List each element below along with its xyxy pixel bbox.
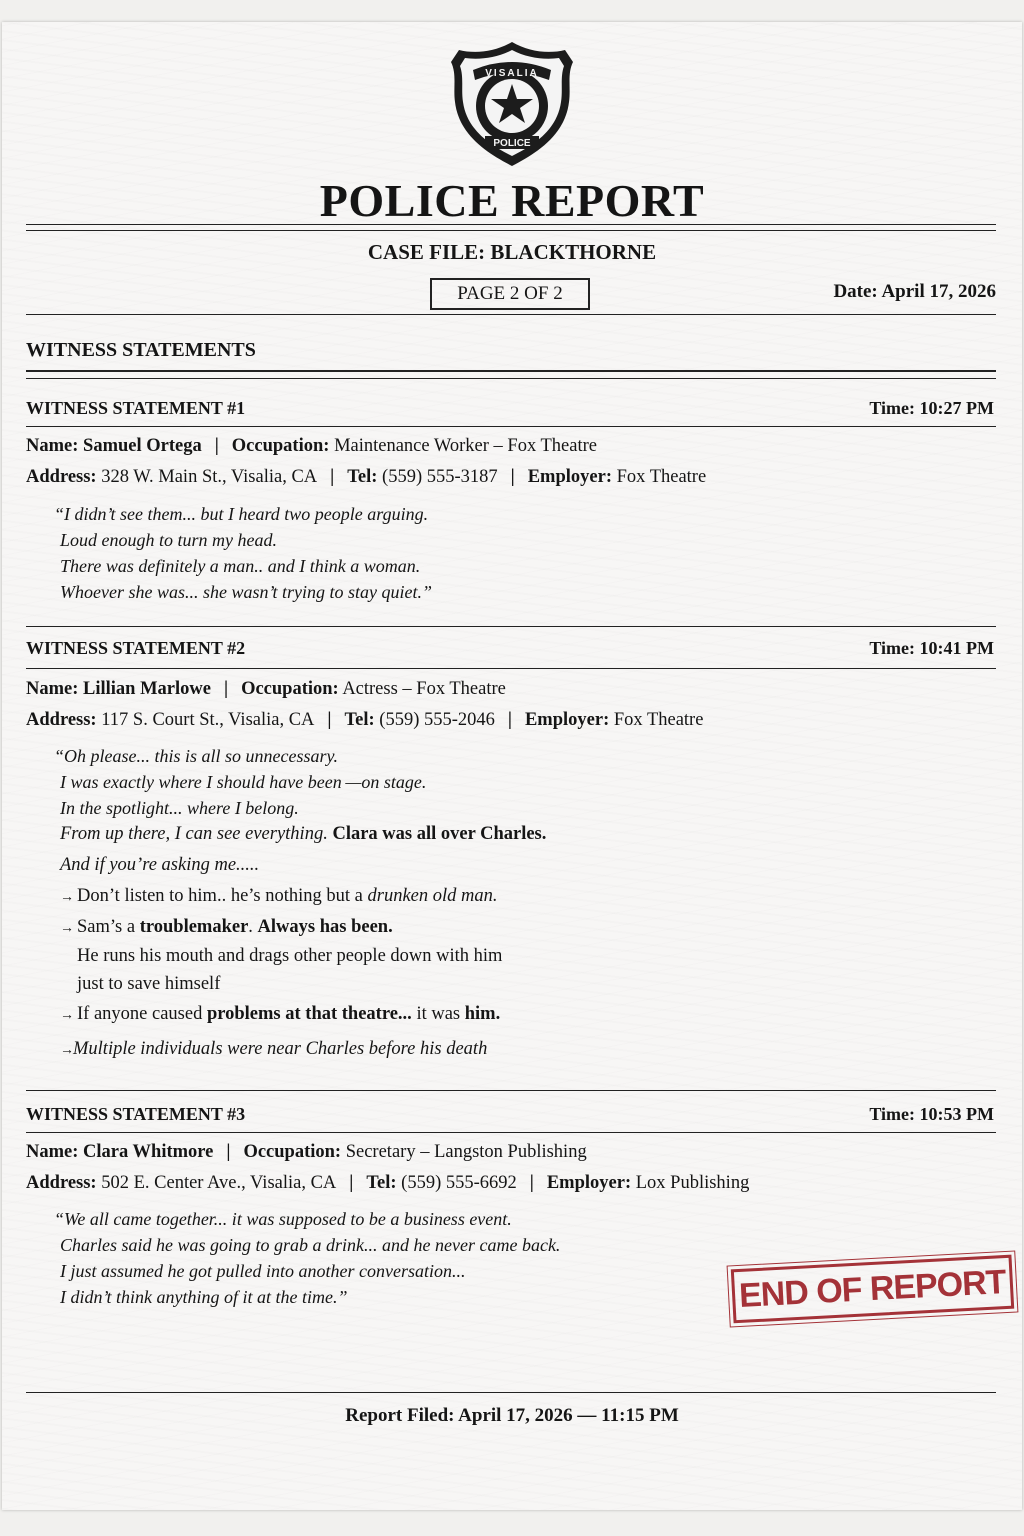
witness-2-name-row: Name: Lillian Marlowe | Occupation: Actress – Fox Theatre (26, 679, 506, 699)
witness-1-occupation: Maintenance Worker – Fox Theatre (334, 436, 597, 456)
witness-3-name: Clara Whitmore (83, 1142, 214, 1162)
footer-rule (26, 1392, 996, 1393)
witness-3-name-row: Name: Clara Whitmore | Occupation: Secretary – Langston Publishing (26, 1142, 587, 1162)
witness-1-address: 328 W. Main St., Visalia, CA (101, 467, 318, 487)
arrow-icon: → (60, 1043, 74, 1058)
witness-2-address: 117 S. Court St., Visalia, CA (101, 710, 315, 730)
section-title: WITNESS STATEMENTS (26, 339, 256, 361)
witness-1-time: Time: 10:27 PM (869, 398, 994, 418)
witness-3-quote: “We all came together... it was supposed to be a business event. Charles said he was going to grab a drink... and he never came back. I just assumed he got pulled into another conversation... I didn’t think anything of it at the time.” (54, 1209, 561, 1307)
witness-1-rule (26, 426, 996, 427)
witness-1-name-row: Name: Samuel Ortega | Occupation: Maintenance Worker – Fox Theatre (26, 436, 597, 456)
end-of-report-stamp: END OF REPORT (731, 1255, 1014, 1324)
witness-2-title: WITNESS STATEMENT #2 (26, 638, 246, 658)
witness-2-address-row: Address: 117 S. Court St., Visalia, CA | Tel: (559) 555-2046 | Employer: Fox Theatre (26, 710, 704, 730)
witness-2-bullet-4: →Multiple individuals were near Charles before his death (60, 1039, 488, 1059)
witness-2-bullet-3: → If anyone caused problems at that theatre... it was him. (60, 1004, 501, 1024)
title-rule-2 (26, 230, 996, 231)
witness-3-address: 502 E. Center Ave., Visalia, CA (101, 1173, 337, 1193)
witness-1-quote: “I didn’t see them... but I heard two people arguing. Loud enough to turn my head. There was definitely a man.. and I think a woman. Whoever she was... she wasn’t trying to stay quiet.” (54, 504, 432, 602)
witness-2-line-5: And if you’re asking me..... (60, 855, 260, 875)
witness-2-tel: (559) 555-2046 (379, 710, 495, 730)
witness-1-name: Samuel Ortega (83, 436, 202, 456)
witness-2-bullet-2: → Sam’s a troublemaker. Always has been. (60, 917, 393, 937)
witness-1-address-row: Address: 328 W. Main St., Visalia, CA | Tel: (559) 555-3187 | Employer: Fox Theatre (26, 467, 707, 487)
witness-2-quote: “Oh please... this is all so unnecessary. I was exactly where I should have been —on stage. In the spotlight... where I belong. (54, 746, 427, 818)
witness-2-bullet-1: → Don’t listen to him.. he’s nothing but a drunken old man. (60, 886, 498, 906)
arrow-icon: → (60, 1008, 74, 1023)
witness-2-end-rule (26, 1090, 996, 1091)
case-file: CASE FILE: BLACKTHORNE (367, 240, 657, 264)
witness-3-occupation: Secretary – Langston Publishing (345, 1142, 587, 1162)
report-date: Date: April 17, 2026 (833, 281, 996, 302)
witness-2-bullet-2-line-2: He runs his mouth and drags other people down with him (77, 946, 503, 966)
arrow-icon: → (60, 921, 74, 936)
witness-2-bullet-2-line-3: just to save himself (77, 974, 221, 994)
witness-2-employer: Fox Theatre (613, 710, 704, 730)
witness-2-occupation: Actress – Fox Theatre (342, 679, 506, 699)
section-rule-2 (26, 378, 996, 379)
page-indicator: PAGE 2 OF 2 (430, 278, 590, 310)
witness-3-address-row: Address: 502 E. Center Ave., Visalia, CA | Tel: (559) 555-6692 | Employer: Lox Publishing (26, 1173, 750, 1193)
badge-bottom-text: POLICE (493, 138, 531, 149)
witness-2-time: Time: 10:41 PM (869, 638, 994, 658)
witness-3-title: WITNESS STATEMENT #3 (26, 1104, 246, 1124)
badge-top-text: VISALIA (485, 68, 539, 79)
title-rule-1 (26, 224, 996, 225)
witness-3-rule (26, 1132, 996, 1133)
report-title: POLICE REPORT (319, 175, 705, 226)
witness-3-tel: (559) 555-6692 (401, 1173, 517, 1193)
witness-1-title: WITNESS STATEMENT #1 (26, 398, 246, 418)
witness-2-rule (26, 668, 996, 669)
police-badge-icon (445, 40, 579, 168)
witness-3-time: Time: 10:53 PM (869, 1104, 994, 1124)
arrow-icon: → (60, 890, 74, 905)
witness-1-end-rule (26, 626, 996, 627)
header-rule (26, 314, 996, 315)
witness-1-employer: Fox Theatre (616, 467, 707, 487)
witness-3-employer: Lox Publishing (635, 1173, 750, 1193)
witness-1-tel: (559) 555-3187 (382, 467, 498, 487)
witness-2-name: Lillian Marlowe (83, 679, 211, 699)
report-filed: Report Filed: April 17, 2026 — 11:15 PM (345, 1405, 679, 1426)
section-rule-1 (26, 370, 996, 372)
witness-2-line-4: From up there, I can see everything. Clara was all over Charles. (60, 824, 547, 844)
